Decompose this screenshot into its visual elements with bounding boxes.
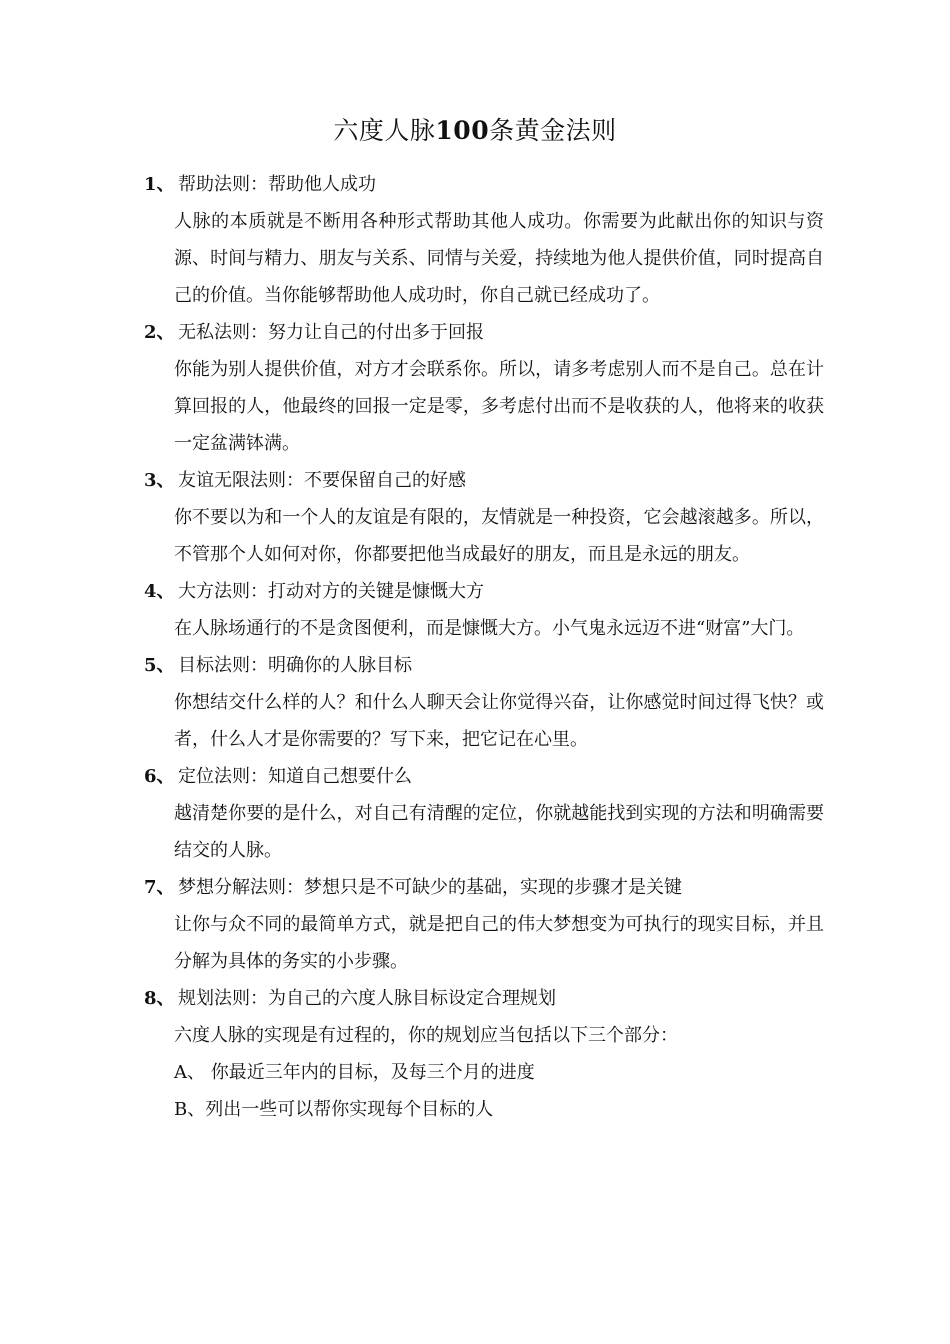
rule-title: 大方法则：打动对方的关键是慷慨大方 <box>178 581 484 602</box>
rule-heading <box>144 573 824 610</box>
rule-heading <box>144 869 824 906</box>
rule-heading <box>144 758 824 795</box>
document-title <box>0 114 950 148</box>
rule-index: 1、 <box>144 174 175 195</box>
rule-title: 定位法则：知道自己想要什么 <box>178 766 412 787</box>
rule-heading <box>144 980 824 1017</box>
rule-item-3 <box>144 462 824 573</box>
title-prefix: 六度人脉 <box>333 116 436 145</box>
rule-index: 5、 <box>144 655 175 676</box>
rule-paragraph: 人脉的本质就是不断用各种形式帮助其他人成功。你需要为此献出你的知识与资源、时间与精力、朋友与关系、同情与关爱，持续地为他人提供价值，同时提高自己的价值。当你能够帮助他人成功时，你自己就已经成功了。 <box>174 211 824 306</box>
rule-title: 梦想分解法则：梦想只是不可缺少的基础，实现的步骤才是关键 <box>178 877 682 898</box>
title-number: 100 <box>435 116 490 145</box>
document-body <box>144 166 824 1128</box>
rule-item-6 <box>144 758 824 869</box>
rule-item-7 <box>144 869 824 980</box>
rule-paragraph: 你不要以为和一个人的友谊是有限的，友情就是一种投资，它会越滚越多。所以，不管那个人如何对你，你都要把他当成最好的朋友，而且是永远的朋友。 <box>174 507 824 565</box>
rule-item-2 <box>144 314 824 462</box>
rule-heading <box>144 462 824 499</box>
sublist-item-a: A、 你最近三年内的目标，及每三个月的进度 <box>174 1062 535 1083</box>
rule-item-8 <box>144 980 824 1128</box>
rule-item-1 <box>144 166 824 314</box>
rule-index: 8、 <box>144 988 175 1009</box>
rule-heading <box>144 314 824 351</box>
rule-title: 友谊无限法则：不要保留自己的好感 <box>178 470 466 491</box>
rule-index: 6、 <box>144 766 175 787</box>
rule-paragraph: 你想结交什么样的人？和什么人聊天会让你觉得兴奋，让你感觉时间过得飞快？或者，什么人才是你需要的？写下来，把它记在心里。 <box>174 692 824 750</box>
rule-item-4 <box>144 573 824 647</box>
rule-paragraph: 越清楚你要的是什么，对自己有清醒的定位，你就越能找到实现的方法和明确需要结交的人脉。 <box>174 803 824 861</box>
rule-paragraph: 让你与众不同的最简单方式，就是把自己的伟大梦想变为可执行的现实目标，并且分解为具体的务实的小步骤。 <box>174 914 824 972</box>
rule-index: 4、 <box>144 581 175 602</box>
rule-title: 帮助法则：帮助他人成功 <box>178 174 376 195</box>
rule-paragraph: 你能为别人提供价值，对方才会联系你。所以，请多考虑别人而不是自己。总在计算回报的人，他最终的回报一定是零，多考虑付出而不是收获的人，他将来的收获一定盆满钵满。 <box>174 359 824 454</box>
rule-index: 7、 <box>144 877 175 898</box>
rule-title: 目标法则：明确你的人脉目标 <box>178 655 412 676</box>
rule-title: 规划法则：为自己的六度人脉目标设定合理规划 <box>178 988 556 1009</box>
rule-paragraph: 六度人脉的实现是有过程的，你的规划应当包括以下三个部分： <box>174 1025 678 1046</box>
rule-heading <box>144 166 824 203</box>
rule-paragraph: 在人脉场通行的不是贪图便利，而是慷慨大方。小气鬼永远迈不进“财富”大门。 <box>174 618 805 639</box>
rule-title: 无私法则：努力让自己的付出多于回报 <box>178 322 484 343</box>
title-suffix: 条黄金法则 <box>489 116 617 145</box>
rule-item-5 <box>144 647 824 758</box>
rule-index: 2、 <box>144 322 175 343</box>
sublist-item-b: B、列出一些可以帮你实现每个目标的人 <box>174 1099 494 1120</box>
rule-heading <box>144 647 824 684</box>
rule-index: 3、 <box>144 470 175 491</box>
